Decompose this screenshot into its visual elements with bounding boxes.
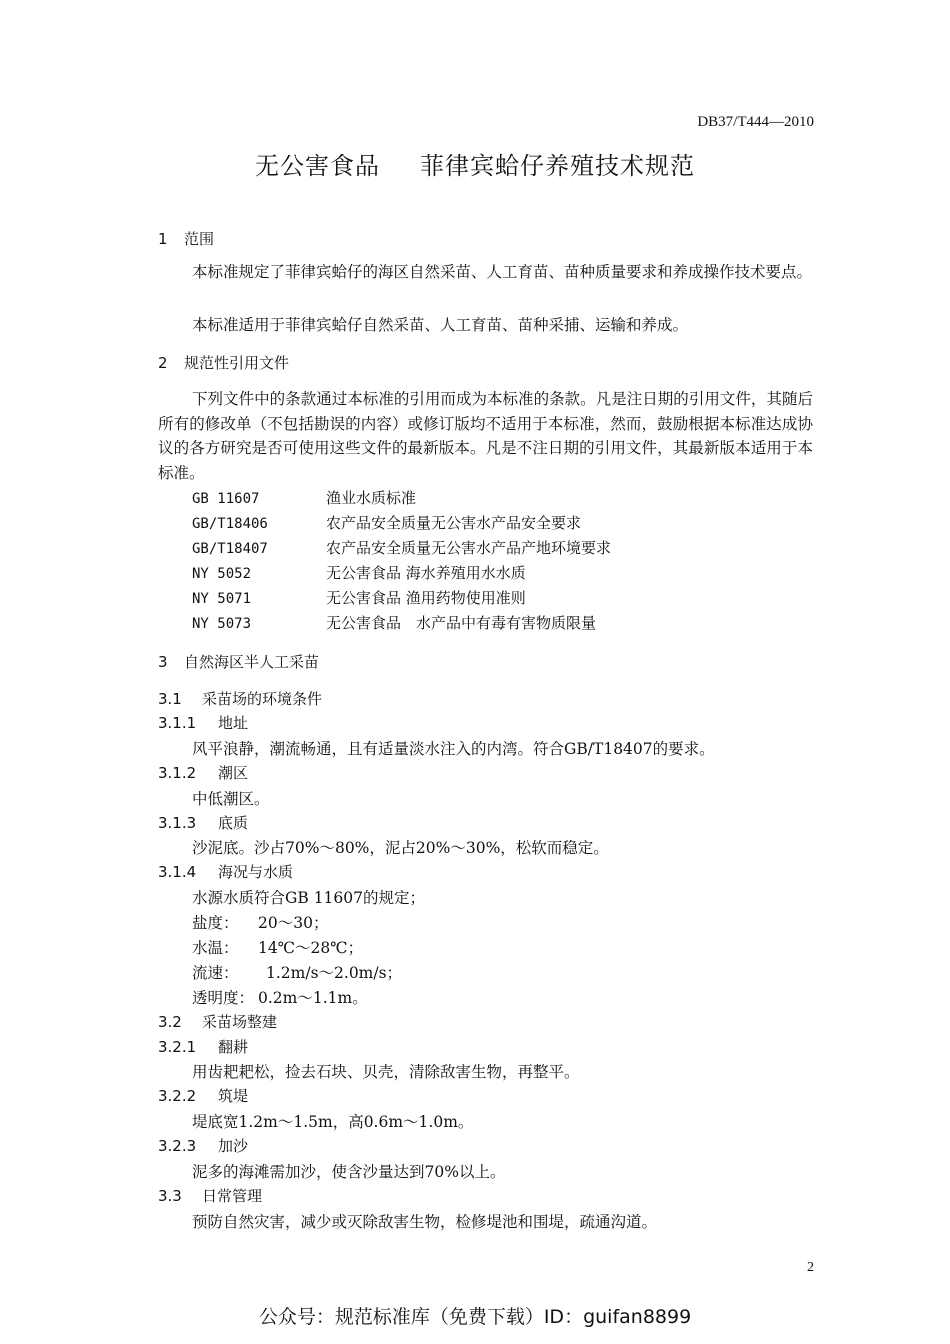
reference-item: NY 5071 无公害食品 渔用药物使用准则 — [192, 589, 526, 607]
section-1-paragraph-1: 本标准规定了菲律宾蛤仔的海区自然采苗、人工育苗、苗种质量要求和养成操作技术要点。 — [192, 263, 813, 281]
section-2-heading: 2 规范性引用文件 — [158, 354, 290, 372]
section-3-2-1-heading: 3.2.1 翻耕 — [158, 1038, 249, 1056]
section-3-3-heading: 3.3 日常管理 — [158, 1187, 263, 1205]
title-prefix: 无公害食品 — [255, 152, 380, 180]
section-3-2-3-text: 泥多的海滩需加沙，使含沙量达到70%以上。 — [192, 1163, 506, 1181]
section-3-1-heading: 3.1 采苗场的环境条件 — [158, 690, 323, 708]
section-3-2-heading: 3.2 采苗场整建 — [158, 1013, 278, 1031]
reference-item: NY 5073 无公害食品 水产品中有毒有害物质限量 — [192, 614, 597, 632]
water-parameter: 流速： 1.2m/s～2.0m/s； — [192, 964, 403, 982]
water-parameter: 水温： 14℃～28℃； — [192, 939, 364, 957]
reference-item: GB 11607 渔业水质标准 — [192, 489, 417, 507]
section-1-paragraph-2: 本标准适用于菲律宾蛤仔自然采苗、人工育苗、苗种采捕、运输和养成。 — [192, 316, 689, 334]
section-3-1-2-heading: 3.1.2 潮区 — [158, 764, 249, 782]
page-number: 2 — [807, 1260, 814, 1275]
section-3-2-3-heading: 3.2.3 加沙 — [158, 1137, 249, 1155]
section-3-2-1-text: 用齿耙耙松，捡去石块、贝壳，清除敌害生物，再整平。 — [192, 1063, 580, 1081]
water-parameter: 透明度： 0.2m～1.1m。 — [192, 989, 368, 1007]
reference-item: GB/T18406 农产品安全质量无公害水产品安全要求 — [192, 514, 582, 532]
section-3-2-2-heading: 3.2.2 筑堤 — [158, 1087, 249, 1105]
document-title — [0, 146, 950, 181]
section-3-3-text: 预防自然灾害，减少或灭除敌害生物，检修堤池和围堤，疏通沟道。 — [192, 1213, 658, 1231]
section-3-1-1-heading: 3.1.1 地址 — [158, 714, 249, 732]
section-3-1-3-heading: 3.1.3 底质 — [158, 814, 249, 832]
section-3-2-2-text: 堤底宽1.2m～1.5m，高0.6m～1.0m。 — [192, 1113, 474, 1131]
section-3-1-2-text: 中低潮区。 — [192, 790, 270, 808]
section-3-heading: 3 自然海区半人工采苗 — [158, 653, 320, 671]
footer-watermark: 公众号：规范标准库（免费下载）ID：guifan8899 — [258, 1306, 692, 1328]
document-code: DB37/T444—2010 — [697, 114, 814, 130]
section-2-paragraph: 下列文件中的条款通过本标准的引用而成为本标准的条款。凡是注日期的引用文件，其随后所有的修改单（不包括勘误的内容）或修订版均不适用于本标准，然而，鼓励根据本标准达成协议的各方研究是否可使用这些文件的最新版本。凡是不注日期的引用文件，其最新版本适用于本标准。 — [158, 390, 813, 482]
section-1-heading: 1 范围 — [158, 230, 215, 248]
section-3-1-4-heading: 3.1.4 海况与水质 — [158, 863, 294, 881]
title-main: 菲律宾蛤仔养殖技术规范 — [420, 152, 695, 180]
section-3-1-4-text: 水源水质符合GB 11607的规定； — [192, 889, 426, 907]
reference-item: GB/T18407 农产品安全质量无公害水产品产地环境要求 — [192, 539, 612, 557]
section-3-1-1-text: 风平浪静，潮流畅通，且有适量淡水注入的内湾。符合GB/T18407的要求。 — [192, 740, 715, 758]
reference-item: NY 5052 无公害食品 海水养殖用水水质 — [192, 564, 526, 582]
section-3-1-3-text: 沙泥底。沙占70%～80%，泥占20%～30%，松软而稳定。 — [192, 839, 609, 857]
water-parameter: 盐度： 20～30； — [192, 914, 329, 932]
